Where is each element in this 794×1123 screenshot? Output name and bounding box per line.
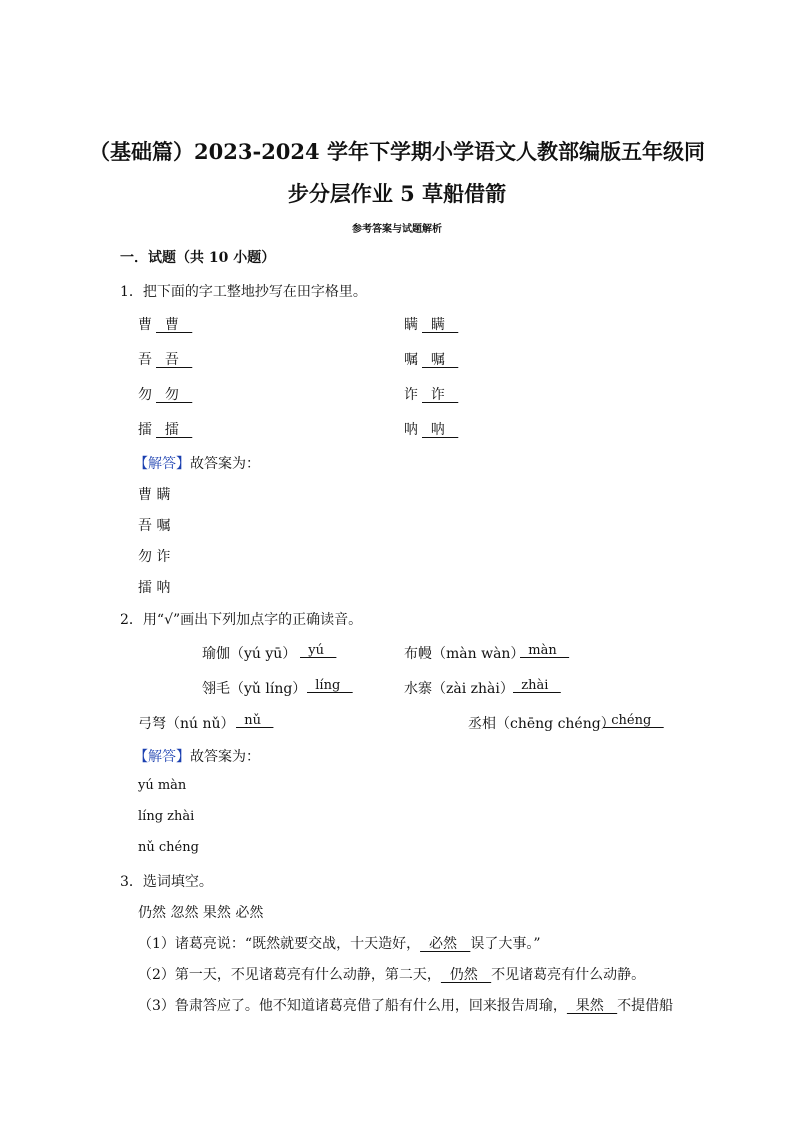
q2-solution-label — [134, 746, 260, 766]
q2-item-answer — [300, 643, 336, 658]
answer-fill: 吾 — [156, 352, 193, 368]
q1-item-answer — [422, 314, 458, 334]
q2-answer-line: yú màn — [138, 778, 187, 793]
answer-fill: 曹 — [156, 317, 193, 333]
q2-item-word: 水寨（zài zhài） — [404, 681, 514, 697]
answer-fill: 瞒 — [422, 317, 459, 333]
answer-fill: 必然 — [420, 936, 471, 952]
answer-fill: yú — [300, 643, 337, 658]
q2-item-word: 丞相（chēng chéng） — [468, 716, 615, 732]
q2-item-answer — [236, 713, 273, 728]
q2-item-word: 翎毛（yǔ líng） — [202, 681, 307, 697]
q3-sentence-3-suffix: 不提借船 — [617, 998, 674, 1014]
q1-answer-line: 勿 诈 — [138, 549, 171, 565]
q1-item-char: 勿 — [138, 387, 152, 403]
q1-answer-line: 擂 呐 — [138, 580, 171, 596]
answer-fill: líng — [307, 678, 353, 693]
q1-item-answer — [422, 384, 458, 404]
q1-item-char: 吾 — [138, 352, 152, 368]
document-subtitle: 参考答案与试题解析 — [352, 224, 442, 235]
q3-sentence-1 — [138, 933, 541, 953]
answer-fill: 果然 — [566, 998, 618, 1014]
q3-sentence-1-answer — [420, 936, 470, 952]
q1-item-char: 诈 — [404, 387, 418, 403]
answer-fill: zhài — [513, 678, 561, 693]
q1-item-char: 擂 — [138, 422, 152, 438]
q3-sentence-2-answer — [441, 967, 491, 983]
q1-item-answer — [422, 419, 458, 439]
q3-sentence-3-answer — [567, 998, 617, 1014]
q1-item-char: 呐 — [404, 422, 418, 438]
q1-solution-label — [134, 453, 260, 473]
question-2-stem: 2．用“√”画出下列加点字的正确读音。 — [120, 612, 363, 628]
answer-fill: 诈 — [422, 387, 459, 403]
q2-item-answer — [603, 713, 664, 728]
question-3-stem: 3．选词填空。 — [120, 874, 213, 890]
solution-text: 故答案为： — [190, 456, 260, 472]
solution-tag: 【解答】 — [134, 749, 190, 765]
q3-sentence-2-suffix: 不见诸葛亮有什么动静。 — [491, 967, 646, 983]
q1-answer-line: 吾 嘱 — [138, 518, 171, 534]
q1-item-answer — [422, 349, 458, 369]
q2-item-word: 弓弩（nú nǔ） — [138, 716, 235, 732]
answer-fill: nǔ — [236, 713, 274, 728]
q1-item-answer — [156, 314, 192, 334]
answer-fill: 嘱 — [422, 352, 459, 368]
q1-item-answer — [156, 384, 192, 404]
answer-fill: 呐 — [422, 422, 459, 438]
q2-answer-line: nǔ chéng — [138, 840, 199, 855]
q2-item-answer — [513, 678, 561, 693]
q3-sentence-3-prefix: （3）鲁肃答应了。他不知道诸葛亮借了船有什么用，回来报告周瑜， — [138, 998, 567, 1014]
document-title-line-1: （基础篇）2023-2024 学年下学期小学语文人教部编版五年级同 — [89, 139, 705, 164]
q3-sentence-1-suffix: 误了大事。” — [470, 936, 541, 952]
q3-word-bank: 仍然 忽然 果然 必然 — [138, 905, 264, 921]
q2-item-word: 布幔（màn wàn） — [404, 646, 525, 662]
section-heading: 一．试题（共 10 小题） — [120, 250, 276, 266]
q3-sentence-2-prefix: （2）第一天，不见诸葛亮有什么动静，第二天， — [138, 967, 441, 983]
answer-fill: 仍然 — [440, 967, 492, 983]
answer-fill: 擂 — [156, 422, 193, 438]
q3-sentence-3 — [138, 995, 673, 1015]
answer-fill: chéng — [603, 713, 664, 728]
answer-fill: màn — [520, 643, 570, 658]
q3-sentence-2 — [138, 964, 645, 984]
q1-item-char: 瞒 — [404, 317, 418, 333]
q2-item-word: 瑜伽（yú yū） — [202, 646, 297, 662]
q3-sentence-1-prefix: （1）诸葛亮说：“既然就要交战，十天造好， — [138, 936, 421, 952]
q1-answer-line: 曹 瞒 — [138, 487, 171, 503]
q1-item-answer — [156, 419, 192, 439]
question-1-stem: 1．把下面的字工整地抄写在田字格里。 — [120, 284, 367, 300]
solution-text: 故答案为： — [190, 749, 260, 765]
q1-item-char: 嘱 — [404, 352, 418, 368]
q1-item-char: 曹 — [138, 317, 152, 333]
solution-tag: 【解答】 — [134, 456, 190, 472]
q2-item-answer — [307, 678, 353, 693]
document-title-line-2: 步分层作业 5 草船借箭 — [287, 181, 507, 206]
q1-item-answer — [156, 349, 192, 369]
answer-fill: 勿 — [156, 387, 193, 403]
q2-item-answer — [520, 643, 569, 658]
q2-answer-line: líng zhài — [138, 809, 195, 824]
